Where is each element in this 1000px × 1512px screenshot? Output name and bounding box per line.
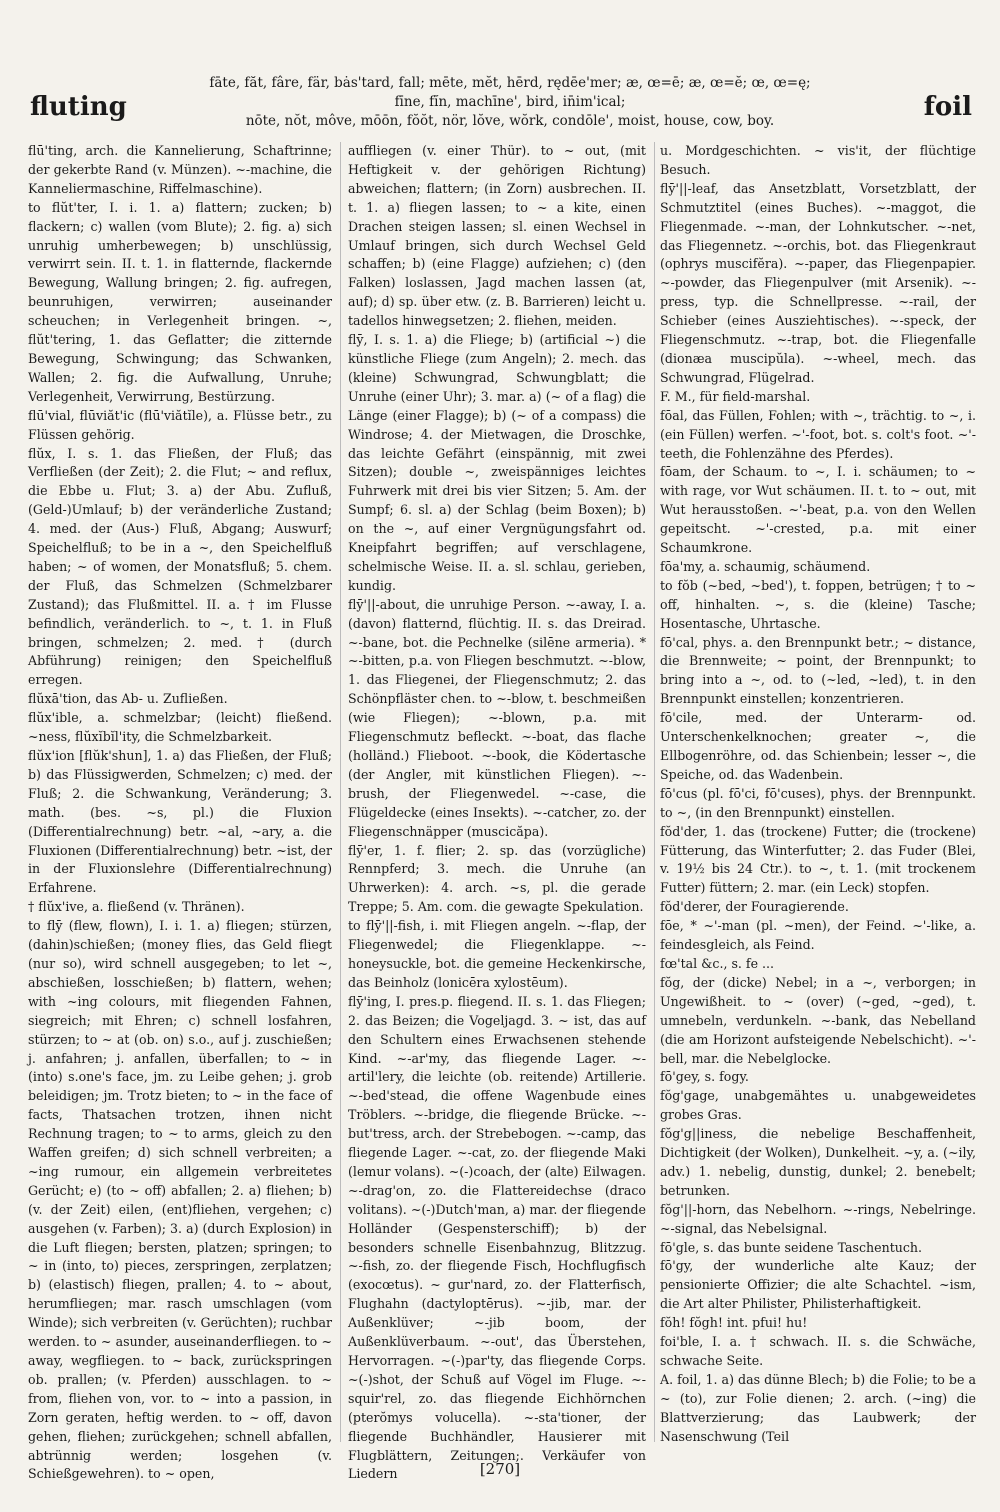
dictionary-entry: to flŭt'ter, I. i. 1. a) flattern; zucken; b) flackern; c) wallen (vom Blute); 2. fig. a) sich unruhig umherbewegen; b) unschlüssig, verwirrt sein. II. t. 1. in flatternde, flackernde Bewegung, Wallung bringen; 2. fig. aufregen, beunruhigen, verwirren; auseinander scheuchen; in Verlegenheit bringen. ~, flŭt'tering, 1. das Geflatter; die zitternde Bewegung, Schwingung; das Schwanken, Wallen; 2. fig. die Aufwallung, Unruhe; Verlegenheit, Verwirrung, Bestürzung. (28, 199, 332, 404)
dictionary-entry: to flȳ'||-fish, i. mit Fliegen angeln. ~-flap, der Fliegenwedel; die Fliegenklappe. ~-honeysuckle, bot. die gemeine Heckenkirsche, das Beinholz (lonicēra xylostēum). (348, 918, 646, 990)
dictionary-entry: fō'gle, s. das bunte seidene Taschentuch. (660, 1239, 923, 1255)
dictionary-entry: to fŏb (~bed, ~bed'), t. foppen, betrügen; † to ~ off, hinhalten. ~, s. die (kleine) Tasche; Hosentasche, Uhrtasche. (660, 577, 976, 631)
page-number: [270] (479, 1460, 521, 1478)
column-left (28, 142, 332, 1482)
pronunciation-key-line: nōte, nŏt, môve, mōōn, fŏŏt, nör, lŏve, wŏrk, condōle', moist, house, cow, boy. (245, 113, 775, 129)
dictionary-entry: fŏd'derer, der Fouragierende. (660, 899, 849, 915)
dictionary-entry: flū'vial, flūviăt'ic (flū'viătĭle), a. Flüsse betr., zu Flüssen gehörig. (28, 407, 332, 442)
guide-word-right: foil (923, 92, 972, 122)
dictionary-entry: fŏg, der (dicke) Nebel; in a ~, verborgen; in Ungewißheit. to ~ (over) (~ged, ~ged), t. umnebeln, verdunkeln. ~-bank, das Nebelland (die am Horizont aufsteigende Nebelschicht). ~'-bell, mar. die Nebelglocke. (660, 974, 976, 1066)
dictionary-entry: flŭxā'tion, das Ab- u. Zufließen. (28, 691, 228, 707)
dictionary-entry: to flȳ (flew, flown), I. i. 1. a) fliegen; stürzen, (dahin)schießen; (money flies, das Geld fliegt (nur so), wird schnell ausgegeben; to let ~, abschießen, losschießen; b) flattern, wehen; with ~ing colours, mit fliegenden Fahnen, siegreich; mit Ehren; c) schnell losfahren, stürzen; to ~ at (ob. on) s.o., auf j. zuschießen; j. anfahren; j. anfallen, überfallen; to ~ in (into) s.one's face, jm. zu Leibe gehen; j. grob beleidigen; jm. Trotz bieten; to ~ in the face of facts, Thatsachen trotzen, ihnen nicht Rechnung tragen; to ~ to arms, gleich zu den Waffen greifen; d) sich schnell verbreiten; a ~ing rumour, ein allgemein verbreitetes Gerücht; e) (to ~ off) abfallen; 2. a) fliehen; b) (v. der Zeit) eilen, (ent)fliehen, vergehen; c) ausgehen (v. Farben); 3. a) (durch Explosion) in die Luft fliegen; bersten, platzen; springen; to ~ in (into, to) pieces, zerspringen, zerplatzen; b) (elastisch) fliegen, prallen; 4. to ~ about, herumfliegen; mar. rasch umschlagen (vom Winde); sich verbreiten (v. Gerüchten); ruchbar werden. to ~ asunder, auseinanderfliegen. to ~ away, wegfliegen. to ~ back, zurückspringen ob. prallen; (v. Pferden) ausschlagen. to ~ from, fliehen von, vor. to ~ into a passion, in Zorn geraten, heftig werden. to ~ off, davon gehen, fliehen; zurückgehen; schnell abfallen, abtrünnig werden; losgehen (v. Schießgewehren). to ~ open, (28, 918, 332, 1482)
dictionary-entry: flū'ting, arch. die Kannelierung, Schaftrinne; der gekerbte Rand (v. Münzen). ~-machine, die Kanneliermaschine, Riffelmaschine). (28, 143, 332, 196)
dictionary-entry: fōam, der Schaum. to ~, I. i. schäumen; to ~ with rage, vor Wut schäumen. II. t. to ~ out, mit Wut herausstoßen. ~'-beat, p.a. von den Wellen gepeitscht. ~'-crested, p.a. mit einer Schaumkrone. (660, 464, 976, 556)
dictionary-entry: fŏg'||-horn, das Nebelhorn. ~-rings, Nebelringe. ~-signal, das Nebelsignal. (660, 1201, 976, 1236)
dictionary-entry: foi'ble, I. a. † schwach. II. s. die Schwäche, schwache Seite. (660, 1334, 976, 1368)
dictionary-entry: fō'gey, s. fogy. (660, 1069, 749, 1085)
pronunciation-key-line: fāte, făt, fâre, fär, bȧs'tard, fall; mēte, mĕt, hērd, rędēe'mer; æ, œ=ē; æ, œ=ĕ; œ, œ=ę; (209, 75, 811, 91)
dictionary-entry: F. M., für field-marshal. (660, 388, 811, 404)
pronunciation-key-line: fīne, fĭn, machīne', bird, in̄im'ical; (394, 94, 626, 110)
dictionary-entry: fŏd'der, 1. das (trockene) Futter; die (trockene) Fütterung, das Winterfutter; 2. das Fuder (Blei, v. 19½ bis 24 Ctr.). to ~, t. 1. (mit trockenem Futter) füttern; 2. mar. (ein Leck) stopfen. (660, 823, 976, 896)
dictionary-entry: fō'cus (pl. fō'ci, fō'cuses), phys. der Brennpunkt. to ~, (in den Brennpunkt) einstellen. (660, 785, 976, 820)
dictionary-entry: flȳ'er, 1. f. flier; 2. sp. das (vorzügliche) Rennpferd; 3. mech. die Unruhe (an Uhrwerken): 4. arch. ~s, pl. die gerade Treppe; 5. Am. com. die gewagte Spekulation. (348, 842, 646, 915)
dictionary-entry: flŭx'ible, a. schmelzbar; (leicht) fließend. ~ness, flŭxĭbĭl'ity, die Schmelzbarkeit. (28, 710, 332, 745)
dictionary-entry: flȳ'ing, I. pres.p. fliegend. II. s. 1. das Fliegen; 2. das Beizen; die Vogeljagd. 3. ~ ist, das auf den Schultern eines Erwachsenen stehende Kind. ~-ar'my, das fliegende Lager. ~-artil'lery, die leichte (ob. reitende) Artillerie. ~-bed'stead, die offene Wagenbude eines Tröblers. ~-bridge, die fliegende Brücke. ~-but'tress, arch. der Strebebogen. ~-camp, das fliegende Lager. ~-cat, zo. der fliegende Maki (lemur volans). ~(-)coach, der (alte) Eilwagen. ~-drag'on, zo. die Flattereidechse (draco volitans). ~(-)Dutch'man, a) mar. der fliegende Holländer (Gespensterschiff); b) der besonders schnelle Eisenbahnzug, Blitzzug. ~-fish, zo. der fliegende Fisch, Hochflugfisch (exocœtus). ~ gur'nard, zo. der Flatterfisch, Flughahn (dactyloptērus). ~-jib, mar. der Außenklüver; ~-jib boom, der Außenklüverbaum. ~-out', das Überstehen, Hervorragen. ~(-)par'ty, das fliegende Corps. ~(-)shot, der Schuß auf Vögel im Fluge. ~-squir'rel, zo. das fliegende Eichhörnchen (pterŏmys volucella). ~-sta'tioner, der fliegende Buchhändler, Hausierer mit Flugblättern, Zeitungen;. Verkäufer von Liedern (348, 993, 646, 1482)
dictionary-entry: fŏh! fŏgh! int. pfui! hu! (660, 1315, 808, 1331)
dictionary-entry: fŏg'g||iness, die nebelige Beschaffenheit, Dichtigkeit (der Wolken), Dunkelheit. ~y, a. (~ily, adv.) 1. nebelig, dunstig, dunkel; 2. benebelt; betrunken. (660, 1126, 976, 1198)
dictionary-entry: auffliegen (v. einer Thür). to ~ out, (mit Heftigkeit v. der gehörigen Richtung) abweichen; flattern; (in Zorn) ausbrechen. II. t. 1. a) fliegen lassen; to ~ a kite, einen Drachen steigen lassen; sl. einen Wechsel in Umlauf bringen, sich durch Wechsel Geld schaffen; b) (eine Flagge) aufziehen; c) (den Falken) loslassen, Jagd machen lassen (at, auf); d) sp. über etw. (z. B. Barrieren) leicht u. tadellos hinwegsetzen; 2. fliehen, meiden. (348, 143, 646, 329)
dictionary-entry: A. foil, 1. a) das dünne Blech; b) die Folie; to be a ~ (to), zur Folie dienen; 2. arch. (~ing) die Blattverzierung; das Laubwerk; der Nasenschwung (Teil (660, 1371, 976, 1444)
dictionary-entry: † flŭx'ive, a. fließend (v. Thränen). (28, 899, 245, 915)
dictionary-entry: fō'cal, phys. a. den Brennpunkt betr.; ~ distance, die Brennweite; ~ point, der Brennpunkt; to bring into a ~, od. to (~led, ~led), t. in den Brennpunkt einstellen; konzentrieren. (660, 634, 976, 707)
dictionary-entry: fōal, das Füllen, Fohlen; with ~, trächtig. to ~, i. (ein Füllen) werfen. ~'-foot, bot. s. colt's foot. ~'-teeth, die Fohlenzähne des Pferdes). (660, 407, 976, 461)
dictionary-entry: fō'gy, der wunderliche alte Kauz; der pensionierte Offizier; die alte Schachtel. ~ism, die Art alter Philister, Philisterhaftigkeit. (660, 1258, 976, 1312)
dictionary-entry: fō'cile, med. der Unterarm- od. Unterschenkelknochen; greater ~, die Ellbogenröhre, od. das Schienbein; lesser ~, die Speiche, od. das Wadenbein. (660, 710, 976, 782)
dictionary-entry: fœ'tal &c., s. fe ... (660, 955, 775, 971)
dictionary-entry: flŭx'ion [flŭk'shun], 1. a) das Fließen, der Fluß; b) das Flüssigwerden, Schmelzen; c) med. der Fluß; 2. die Schwankung, Veränderung; 3. math. (bes. ~s, pl.) die Fluxion (Differentialrechnung) betr. ~al, ~ary, a. die Fluxionen (Differentialrechnung) betr. ~ist, der in der Fluxionslehre (Differentialrechnung) Erfahrene. (28, 748, 332, 896)
dictionary-entry: fōe, * ~'-man (pl. ~men), der Feind. ~'-like, a. feindesgleich, als Feind. (660, 918, 976, 953)
column-right (660, 142, 976, 1462)
dictionary-entry: flȳ, I. s. 1. a) die Fliege; b) (artificial ~) die künstliche Fliege (zum Angeln); 2. mech. das (kleine) Schwungrad, Schwungblatt; die Unruhe (einer Uhr); 3. mar. a) (~ of a flag) die Länge (einer Flagge); b) (~ of a compass) die Windrose; 4. der Mietwagen, die Droschke, das leichte Gefährt (einspännig, mit zwei Sitzen); double ~, zweispänniges leichtes Fuhrwerk mit drei bis vier Sitzen; 5. Am. der Sumpf; 6. sl. a) der Schlag (beim Boxen); b) on the ~, auf einer Vergnügungsfahrt od. Kneipfahrt begriffen; auf verschlagene, schelmische Weise. II. a. sl. schlau, gerieben, kundig. (348, 332, 646, 593)
dictionary-entry: fōa'my, a. schaumig, schäumend. (660, 558, 871, 574)
guide-word-left: fluting (30, 92, 127, 122)
dictionary-entry: flȳ'||-about, die unruhige Person. ~-away, I. a. (davon) flatternd, flüchtig. II. s. das Dreirad. ~-bane, bot. die Pechnelke (silēne armeria). * ~-bitten, p.a. von Fliegen beschmutzt. ~-blow, 1. das Fliegenei, der Fliegenschmutz; 2. das Schönpfläster chen. to ~-blow, t. beschmeißen (wie Fliegen); ~-blown, p.a. mit Fliegenschmutz befleckt. ~-boat, das flache (holländ.) Flieboot. ~-book, die Ködertasche (der Angler, mit künstlichen Fliegen). ~-brush, der Fliegenwedel. ~-case, die Flügeldecke (eines Insekts). ~-catcher, zo. der Fliegenschnäpper (muscicăpa). (348, 596, 646, 839)
dictionary-entry: flȳ'||-leaf, das Ansetzblatt, Vorsetzblatt, der Schmutztitel (eines Buches). ~-maggot, die Fliegenmade. ~-man, der Lohnkutscher. ~-net, das Fliegennetz. ~-orchis, bot. das Fliegenkraut (ophrys muscifĕra). ~-paper, das Fliegenpapier. ~-powder, das Fliegenpulver (mit Arsenik). ~-press, typ. die Schnellpresse. ~-rail, der Schieber (eines Ausziehtisches). ~-speck, der Fliegenschmutz. ~-trap, bot. die Fliegenfalle (dionæa muscipŭla). ~-wheel, mech. das Schwungrad, Flügelrad. (660, 180, 976, 385)
dictionary-entry: u. Mordgeschichten. ~ vis'it, der flüchtige Besuch. (660, 143, 976, 177)
dictionary-entry: flŭx, I. s. 1. das Fließen, der Fluß; das Verfließen (der Zeit); 2. die Flut; ~ and reflux, die Ebbe u. Flut; 3. a) der Abu. Zufluß, (Geld-)Umlauf; b) der veränderliche Zustand; 4. med. der (Aus-) Fluß, Abgang; Auswurf; Speichelfluß; to be in a ~, den Speichelfluß haben; ~ of women, der Monatsfluß; 5. chem. der Fluß, das Schmelzen (Schmelzbarer Zustand); das Flußmittel. II. a. † im Flusse befindlich, veränderlich. to ~, t. 1. in Fluß bringen, schmelzen; 2. med. † (durch Abführung) reinigen; den Speichelfluß erregen. (28, 445, 332, 688)
pronunciation-key (190, 74, 830, 131)
dictionary-entry: fŏg'gage, unabgemähtes u. unabgeweidetes grobes Gras. (660, 1088, 976, 1123)
